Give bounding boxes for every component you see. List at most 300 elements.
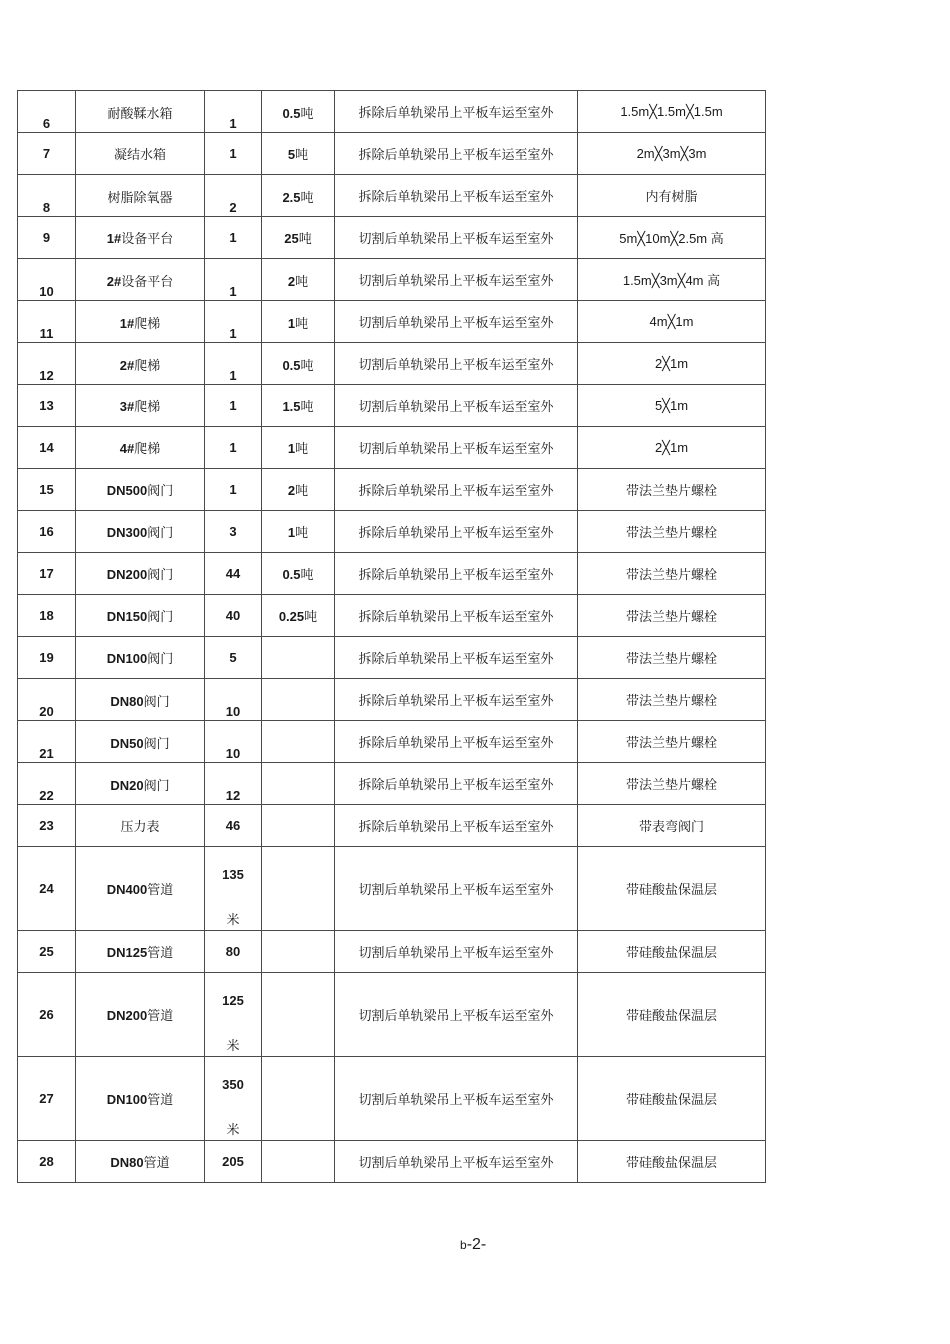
row-number-text: 22 (39, 788, 54, 803)
item-name: 凝结水箱 (113, 148, 166, 163)
dimension-cell (578, 385, 766, 427)
dimension-text: 2╳1m (654, 355, 689, 371)
weight-cell (262, 679, 335, 721)
removal-method: 拆除后单轨梁吊上平板车运至室外 (358, 778, 554, 793)
dimension-cell (578, 1141, 766, 1183)
weight-cell (262, 175, 335, 217)
row-number-text: 17 (39, 566, 54, 581)
quantity-cell (205, 385, 262, 427)
row-number-text: 26 (39, 1007, 54, 1022)
removal-method: 切割后单轨梁吊上平板车运至室外 (358, 883, 554, 898)
dimension-text: 带硅酸盐保温层 (625, 1008, 717, 1023)
quantity: 40 (225, 608, 241, 623)
row-number (18, 469, 76, 511)
quantity-cell (205, 763, 262, 805)
quantity: 2 (229, 200, 237, 215)
quantity-cell (205, 133, 262, 175)
dimension-text: 带表弯阀门 (638, 819, 704, 834)
row-number-text: 13 (39, 398, 54, 413)
item-name: 阀门 (147, 484, 174, 499)
method-cell (335, 511, 578, 553)
dimension-text: 1.5m╳3m╳4m 高 (622, 273, 721, 288)
row-number-text: 24 (39, 881, 54, 896)
quantity: 80 (225, 944, 241, 959)
method-cell (335, 805, 578, 847)
weight-value: 1 (287, 441, 296, 456)
quantity: 1 (229, 146, 237, 161)
item-name-cell (76, 259, 205, 301)
row-number-text: 19 (39, 650, 54, 665)
row-number-text: 11 (39, 326, 54, 341)
item-name-cell (76, 1141, 205, 1183)
dimension-text: 1.5m╳1.5m╳1.5m (620, 103, 723, 119)
weight-cell (262, 385, 335, 427)
dimension-text: 带硅酸盐保温层 (625, 945, 717, 960)
quantity: 1 (229, 398, 237, 413)
row-number-text: 8 (42, 200, 51, 215)
weight-unit: 吨 (295, 317, 309, 332)
quantity: 350 (222, 1077, 244, 1092)
row-number (18, 805, 76, 847)
removal-method: 拆除后单轨梁吊上平板车运至室外 (358, 820, 554, 835)
weight-cell (262, 553, 335, 595)
table-row (18, 175, 766, 217)
table-row (18, 259, 766, 301)
removal-method: 切割后单轨梁吊上平板车运至室外 (358, 400, 554, 415)
table-row (18, 133, 766, 175)
row-number-text: 7 (42, 146, 51, 161)
method-cell (335, 385, 578, 427)
row-number (18, 679, 76, 721)
removal-method: 切割后单轨梁吊上平板车运至室外 (358, 358, 554, 373)
quantity: 10 (225, 704, 241, 719)
method-cell (335, 1057, 578, 1141)
row-number (18, 259, 76, 301)
table-row (18, 805, 766, 847)
weight-cell (262, 301, 335, 343)
item-name: 爬梯 (134, 359, 161, 374)
weight-unit: 吨 (295, 484, 309, 499)
method-cell (335, 301, 578, 343)
table-body (18, 91, 766, 1183)
weight-cell (262, 469, 335, 511)
method-cell (335, 595, 578, 637)
table-row (18, 637, 766, 679)
quantity-cell (205, 847, 262, 931)
quantity-cell (205, 301, 262, 343)
table-row (18, 931, 766, 973)
item-code: DN300 (106, 525, 148, 540)
page-prefix: b (460, 1238, 467, 1252)
quantity-cell (205, 553, 262, 595)
dimension-text: 带法兰垫片螺栓 (625, 735, 717, 750)
item-name-cell (76, 637, 205, 679)
row-number (18, 763, 76, 805)
item-name-cell (76, 91, 205, 133)
quantity: 12 (225, 788, 241, 803)
dimension-text: 内有树脂 (645, 189, 698, 204)
quantity-cell (205, 259, 262, 301)
item-name: 耐酸鞣水箱 (107, 107, 173, 122)
item-name: 管道 (147, 883, 174, 898)
quantity-cell (205, 217, 262, 259)
weight-value: 0.25 (278, 609, 305, 624)
dimension-text: 4m╳1m (649, 313, 694, 329)
weight-cell (262, 1141, 335, 1183)
item-code: DN125 (106, 945, 148, 960)
item-name: 阀门 (147, 568, 174, 583)
weight-value: 2 (287, 274, 296, 289)
dimension-cell (578, 973, 766, 1057)
quantity-cell (205, 595, 262, 637)
dimension-text: 带法兰垫片螺栓 (625, 777, 717, 792)
item-code: DN50 (110, 736, 144, 751)
table-row (18, 511, 766, 553)
method-cell (335, 427, 578, 469)
equipment-table (17, 90, 766, 1183)
weight-unit: 吨 (295, 526, 309, 541)
dimension-cell (578, 343, 766, 385)
weight-cell (262, 595, 335, 637)
item-code: DN200 (106, 567, 148, 582)
weight-value: 25 (284, 231, 299, 246)
quantity: 44 (225, 566, 241, 581)
row-number-text: 10 (39, 284, 54, 299)
dimension-text: 5╳1m (654, 397, 689, 413)
weight-cell (262, 259, 335, 301)
weight-value: 1 (287, 316, 296, 331)
quantity: 205 (222, 1154, 244, 1169)
item-name: 设备平台 (121, 232, 174, 247)
row-number-text: 12 (39, 368, 54, 383)
dimension-text: 2m╳3m╳3m (636, 145, 707, 161)
item-code: DN100 (106, 1092, 148, 1107)
weight-value: 2 (287, 483, 296, 498)
quantity: 5 (229, 650, 237, 665)
page-label: -2- (466, 1236, 487, 1253)
dimension-text: 带硅酸盐保温层 (625, 1155, 717, 1170)
row-number (18, 973, 76, 1057)
row-number (18, 553, 76, 595)
quantity-cell (205, 931, 262, 973)
quantity: 135 (222, 867, 244, 882)
item-code: DN150 (106, 609, 148, 624)
row-number (18, 175, 76, 217)
row-number-text: 14 (39, 440, 54, 455)
item-name-cell (76, 679, 205, 721)
weight-unit: 吨 (298, 232, 312, 247)
item-name: 阀门 (147, 652, 174, 667)
weight-cell (262, 343, 335, 385)
row-number (18, 385, 76, 427)
quantity-cell (205, 469, 262, 511)
item-name-cell (76, 343, 205, 385)
item-name: 压力表 (120, 820, 160, 835)
page-number (460, 1236, 486, 1254)
dimension-cell (578, 805, 766, 847)
weight-value: 1.5 (282, 399, 301, 414)
removal-method: 拆除后单轨梁吊上平板车运至室外 (358, 568, 554, 583)
quantity: 1 (229, 326, 237, 341)
dimension-text: 带法兰垫片螺栓 (625, 651, 717, 666)
row-number (18, 133, 76, 175)
table-row (18, 973, 766, 1057)
item-name-cell (76, 175, 205, 217)
row-number (18, 637, 76, 679)
quantity-cell (205, 343, 262, 385)
row-number (18, 427, 76, 469)
item-name-cell (76, 133, 205, 175)
row-number-text: 6 (42, 116, 51, 131)
dimension-cell (578, 301, 766, 343)
quantity-cell (205, 427, 262, 469)
quantity: 1 (229, 440, 237, 455)
row-number-text: 27 (39, 1091, 54, 1106)
weight-cell (262, 637, 335, 679)
row-number-text: 18 (39, 608, 54, 623)
quantity-unit: 米 (226, 1123, 240, 1138)
dimension-cell (578, 511, 766, 553)
method-cell (335, 721, 578, 763)
dimension-cell (578, 91, 766, 133)
row-number-text: 23 (39, 818, 54, 833)
table-row (18, 721, 766, 763)
row-number (18, 511, 76, 553)
row-number (18, 343, 76, 385)
quantity: 46 (225, 818, 241, 833)
item-code: DN200 (106, 1008, 148, 1023)
dimension-cell (578, 469, 766, 511)
dimension-cell (578, 931, 766, 973)
item-code: DN400 (106, 882, 148, 897)
method-cell (335, 763, 578, 805)
weight-value: 0.5 (282, 567, 301, 582)
quantity: 125 (222, 993, 244, 1008)
item-name-cell (76, 427, 205, 469)
row-number (18, 1141, 76, 1183)
item-code: 3# (119, 399, 135, 414)
dimension-cell (578, 553, 766, 595)
method-cell (335, 469, 578, 511)
quantity: 1 (229, 482, 237, 497)
item-code: DN80 (110, 694, 144, 709)
quantity-cell (205, 637, 262, 679)
row-number-text: 21 (39, 746, 54, 761)
quantity: 1 (229, 116, 237, 131)
item-code: DN20 (110, 778, 144, 793)
item-code: DN500 (106, 483, 148, 498)
row-number (18, 847, 76, 931)
item-name: 树脂除氧器 (107, 191, 173, 206)
item-name-cell (76, 595, 205, 637)
item-name: 爬梯 (134, 317, 161, 332)
removal-method: 拆除后单轨梁吊上平板车运至室外 (358, 610, 554, 625)
removal-method: 拆除后单轨梁吊上平板车运至室外 (358, 106, 554, 121)
quantity: 10 (225, 746, 241, 761)
method-cell (335, 175, 578, 217)
dimension-text: 带硅酸盐保温层 (625, 1092, 717, 1107)
item-name-cell (76, 847, 205, 931)
removal-method: 切割后单轨梁吊上平板车运至室外 (358, 1093, 554, 1108)
quantity-cell (205, 973, 262, 1057)
table-row (18, 763, 766, 805)
method-cell (335, 973, 578, 1057)
item-code: 2# (106, 274, 122, 289)
weight-unit: 吨 (304, 610, 318, 625)
removal-method: 拆除后单轨梁吊上平板车运至室外 (358, 736, 554, 751)
item-name: 阀门 (143, 779, 170, 794)
dimension-text: 5m╳10m╳2.5m 高 (619, 231, 724, 246)
item-code: DN100 (106, 651, 148, 666)
item-code: 1# (119, 316, 135, 331)
weight-cell (262, 721, 335, 763)
method-cell (335, 133, 578, 175)
item-name-cell (76, 805, 205, 847)
table-row (18, 847, 766, 931)
quantity: 3 (229, 524, 237, 539)
dimension-text: 带法兰垫片螺栓 (625, 483, 717, 498)
item-name: 管道 (143, 1156, 170, 1171)
method-cell (335, 91, 578, 133)
method-cell (335, 343, 578, 385)
dimension-text: 带法兰垫片螺栓 (625, 567, 717, 582)
row-number-text: 20 (39, 704, 54, 719)
table-row (18, 1057, 766, 1141)
item-name: 阀门 (147, 610, 174, 625)
weight-value: 5 (287, 147, 296, 162)
quantity: 1 (229, 284, 237, 299)
weight-unit: 吨 (300, 191, 314, 206)
item-name-cell (76, 931, 205, 973)
dimension-cell (578, 763, 766, 805)
row-number (18, 1057, 76, 1141)
item-name-cell (76, 385, 205, 427)
table-row (18, 301, 766, 343)
dimension-cell (578, 217, 766, 259)
weight-cell (262, 91, 335, 133)
method-cell (335, 637, 578, 679)
removal-method: 拆除后单轨梁吊上平板车运至室外 (358, 484, 554, 499)
weight-cell (262, 133, 335, 175)
row-number-text: 25 (39, 944, 54, 959)
dimension-cell (578, 847, 766, 931)
weight-unit: 吨 (295, 442, 309, 457)
item-name-cell (76, 553, 205, 595)
row-number (18, 91, 76, 133)
item-code: 2# (119, 358, 135, 373)
table-row (18, 343, 766, 385)
dimension-cell (578, 679, 766, 721)
removal-method: 切割后单轨梁吊上平板车运至室外 (358, 946, 554, 961)
item-name-cell (76, 217, 205, 259)
row-number-text: 16 (39, 524, 54, 539)
item-name-cell (76, 1057, 205, 1141)
weight-cell (262, 217, 335, 259)
item-name: 阀门 (143, 737, 170, 752)
table-row (18, 217, 766, 259)
quantity-cell (205, 1141, 262, 1183)
method-cell (335, 931, 578, 973)
method-cell (335, 1141, 578, 1183)
weight-value: 2.5 (282, 190, 301, 205)
item-name-cell (76, 469, 205, 511)
table-row (18, 595, 766, 637)
item-name: 阀门 (143, 695, 170, 710)
dimension-cell (578, 175, 766, 217)
item-name: 管道 (147, 1009, 174, 1024)
quantity-cell (205, 805, 262, 847)
weight-unit: 吨 (300, 359, 314, 374)
weight-cell (262, 931, 335, 973)
table-row (18, 385, 766, 427)
item-code: DN80 (110, 1155, 144, 1170)
row-number (18, 595, 76, 637)
item-name-cell (76, 301, 205, 343)
quantity-cell (205, 511, 262, 553)
weight-value: 1 (287, 525, 296, 540)
dimension-cell (578, 637, 766, 679)
removal-method: 切割后单轨梁吊上平板车运至室外 (358, 1009, 554, 1024)
table-row (18, 91, 766, 133)
weight-unit: 吨 (300, 400, 314, 415)
item-name: 爬梯 (134, 400, 161, 415)
dimension-cell (578, 259, 766, 301)
item-name-cell (76, 973, 205, 1057)
item-name: 管道 (147, 946, 174, 961)
dimension-text: 2╳1m (654, 439, 689, 455)
method-cell (335, 553, 578, 595)
weight-value: 0.5 (282, 358, 301, 373)
method-cell (335, 259, 578, 301)
weight-cell (262, 1057, 335, 1141)
row-number (18, 721, 76, 763)
removal-method: 拆除后单轨梁吊上平板车运至室外 (358, 652, 554, 667)
item-code: 4# (119, 441, 135, 456)
item-name: 管道 (147, 1093, 174, 1108)
removal-method: 切割后单轨梁吊上平板车运至室外 (358, 1156, 554, 1171)
quantity-cell (205, 175, 262, 217)
removal-method: 拆除后单轨梁吊上平板车运至室外 (358, 148, 554, 163)
dimension-cell (578, 133, 766, 175)
row-number (18, 931, 76, 973)
table-row (18, 469, 766, 511)
quantity-cell (205, 721, 262, 763)
removal-method: 拆除后单轨梁吊上平板车运至室外 (358, 694, 554, 709)
dimension-cell (578, 427, 766, 469)
quantity-cell (205, 1057, 262, 1141)
item-name-cell (76, 721, 205, 763)
weight-unit: 吨 (295, 275, 309, 290)
dimension-text: 带法兰垫片螺栓 (625, 693, 717, 708)
weight-cell (262, 805, 335, 847)
row-number (18, 217, 76, 259)
weight-cell (262, 511, 335, 553)
method-cell (335, 847, 578, 931)
item-name: 阀门 (147, 526, 174, 541)
removal-method: 拆除后单轨梁吊上平板车运至室外 (358, 526, 554, 541)
weight-cell (262, 763, 335, 805)
table-row (18, 427, 766, 469)
quantity-cell (205, 679, 262, 721)
quantity-cell (205, 91, 262, 133)
weight-cell (262, 973, 335, 1057)
removal-method: 拆除后单轨梁吊上平板车运至室外 (358, 190, 554, 205)
item-code: 1# (106, 231, 122, 246)
row-number-text: 28 (39, 1154, 54, 1169)
quantity: 1 (229, 368, 237, 383)
item-name-cell (76, 511, 205, 553)
dimension-text: 带法兰垫片螺栓 (625, 609, 717, 624)
